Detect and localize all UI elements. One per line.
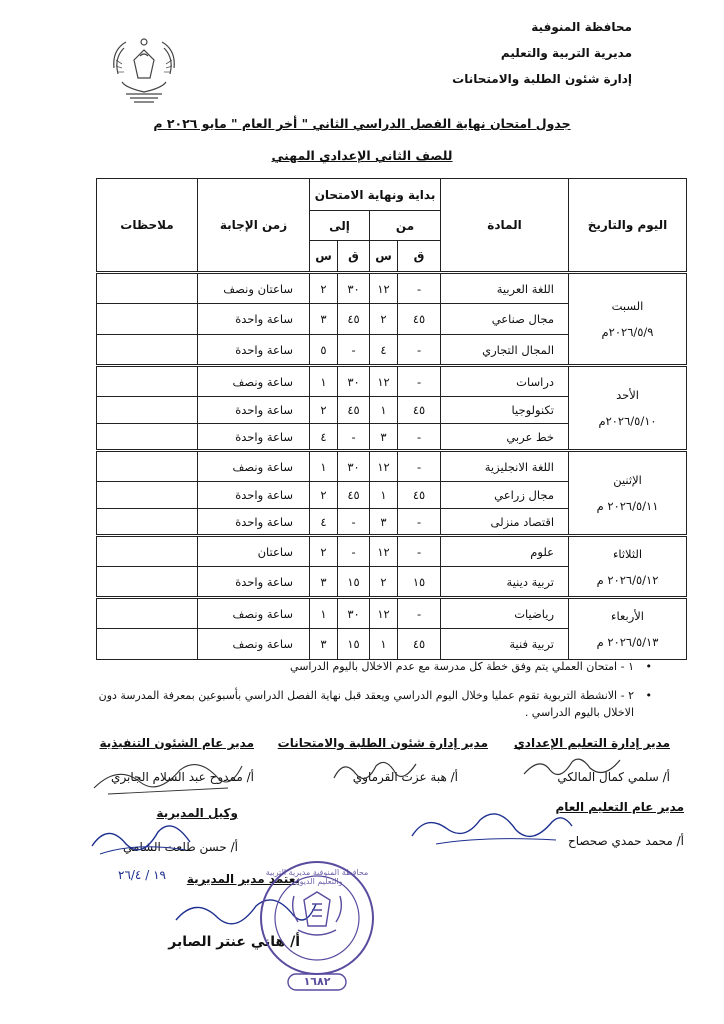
from-minute-cell: ٤٥ <box>398 629 441 660</box>
subject-cell: مجال صناعي <box>441 304 569 335</box>
day-cell <box>569 451 687 536</box>
to-hour-cell: ٢ <box>310 273 338 304</box>
table-row <box>97 536 687 567</box>
from-minute-cell: - <box>398 366 441 397</box>
to-minute-cell: - <box>338 536 370 567</box>
signature-role: مدير إدارة شئون الطلبة والامتحانات <box>277 736 488 750</box>
table-row <box>97 451 687 482</box>
notes-cell <box>97 397 198 424</box>
table-row <box>97 598 687 629</box>
from-hour-cell: ١ <box>370 629 398 660</box>
notes-cell <box>97 335 198 366</box>
subject-cell: خط عربي <box>441 424 569 451</box>
signature-role: مدير إدارة التعليم الإعدادي <box>513 736 670 750</box>
day-cell <box>569 598 687 660</box>
to-hour-cell: ٢ <box>310 397 338 424</box>
duration-cell: ساعة واحدة <box>198 482 310 509</box>
handwritten-signature-1 <box>520 752 630 786</box>
duration-cell: ساعتان ونصف <box>198 273 310 304</box>
day-date: ٢٠٢٦/٥/٩م <box>601 325 654 339</box>
from-minute-cell: - <box>398 598 441 629</box>
day-name: الأربعاء <box>611 609 644 623</box>
header-day: اليوم والتاريخ <box>569 179 687 273</box>
eagle-emblem-icon <box>104 30 184 110</box>
handwritten-signature-5 <box>86 816 196 862</box>
day-date: ٢٠٢٦/٥/١١ م <box>596 499 659 513</box>
day-cell <box>569 366 687 451</box>
subject-cell: اللغة الانجليزية <box>441 451 569 482</box>
header-from: من <box>370 211 441 241</box>
to-hour-cell: ٤ <box>310 424 338 451</box>
notes-cell <box>97 567 198 598</box>
from-hour-cell: ١ <box>370 482 398 509</box>
to-minute-cell: ١٥ <box>338 629 370 660</box>
document-title: جدول امتحان نهاية الفصل الدراسي الثاني " أخر العام " مايو ٢٠٢٦ م <box>153 116 571 131</box>
from-hour-cell: ٢ <box>370 567 398 598</box>
to-minute-cell: ١٥ <box>338 567 370 598</box>
day-date: ٢٠٢٦/٥/١٣ م <box>596 635 659 649</box>
duration-cell: ساعة ونصف <box>198 629 310 660</box>
exam-schedule-table <box>96 178 687 660</box>
subject-cell: تربية دينية <box>441 567 569 598</box>
to-minute-cell: - <box>338 509 370 536</box>
to-hour-cell: ١ <box>310 451 338 482</box>
to-hour-cell: ٢ <box>310 482 338 509</box>
from-hour-cell: ٣ <box>370 509 398 536</box>
subject-cell: دراسات <box>441 366 569 397</box>
notes-cell <box>97 273 198 304</box>
day-date: ٢٠٢٦/٥/١٠م <box>598 414 657 428</box>
header-notes: ملاحظات <box>97 179 198 273</box>
from-hour-cell: ١٢ <box>370 536 398 567</box>
from-minute-cell: ٤٥ <box>398 304 441 335</box>
note-item: • ٢ - الانشطة التربوية تقوم عمليا وخلال اليوم الدراسي ويعقد قبل نهاية الفصل الدراسي بأسبوعين بمعرفة المدرسة دون الاخلال باليوم الدراسي . <box>84 687 652 721</box>
to-minute-cell: ٣٠ <box>338 598 370 629</box>
from-minute-cell: - <box>398 509 441 536</box>
signature-name: أ/ سلمي كمال المالكي <box>557 770 670 784</box>
signature-name: أ/ هاني عنتر الصابر <box>168 934 300 950</box>
from-hour-cell: ١٢ <box>370 366 398 397</box>
notes-cell <box>97 304 198 335</box>
handwritten-signature-2 <box>330 752 420 786</box>
duration-cell: ساعة واحدة <box>198 424 310 451</box>
header-exam-period: بداية ونهاية الامتحان <box>310 179 441 211</box>
day-cell <box>569 536 687 598</box>
document-subtitle: للصف الثاني الإعدادي المهني <box>271 148 453 163</box>
to-hour-cell: ٣ <box>310 629 338 660</box>
subject-cell: علوم <box>441 536 569 567</box>
handwritten-date: ١٩ / ٢٦/٤ <box>118 868 166 882</box>
from-minute-cell: - <box>398 335 441 366</box>
signature-name: أ/ هبة عزت القرماوي <box>352 770 458 784</box>
from-minute-cell: - <box>398 536 441 567</box>
header-from-minute: ق <box>398 241 441 273</box>
from-minute-cell: ١٥ <box>398 567 441 598</box>
to-hour-cell: ٤ <box>310 509 338 536</box>
notes-cell <box>97 482 198 509</box>
duration-cell: ساعة واحدة <box>198 567 310 598</box>
signature-role: مدير عام التعليم العام <box>555 800 684 814</box>
notes-cell <box>97 424 198 451</box>
table-row <box>97 273 687 304</box>
duration-cell: ساعة واحدة <box>198 304 310 335</box>
duration-cell: ساعة واحدة <box>198 509 310 536</box>
notes-cell <box>97 509 198 536</box>
header-duration: زمن الإجابة <box>198 179 310 273</box>
from-hour-cell: ٢ <box>370 304 398 335</box>
to-minute-cell: ٣٠ <box>338 366 370 397</box>
duration-cell: ساعة ونصف <box>198 366 310 397</box>
day-name: الإثنين <box>613 473 642 487</box>
duration-cell: ساعتان <box>198 536 310 567</box>
duration-cell: ساعة واحدة <box>198 397 310 424</box>
day-name: الأحد <box>616 388 639 402</box>
table-row <box>97 366 687 397</box>
to-hour-cell: ٥ <box>310 335 338 366</box>
signature-role: وكيل المديرية <box>156 806 238 820</box>
notes-section <box>84 658 652 721</box>
duration-cell: ساعة ونصف <box>198 598 310 629</box>
directorate-line: مديرية التربية والتعليم <box>500 46 632 60</box>
handwritten-signature-3 <box>88 758 248 798</box>
header-to-hour: س <box>310 241 338 273</box>
department-line: إدارة شئون الطلبة والامتحانات <box>452 72 632 86</box>
from-minute-cell: ٤٥ <box>398 482 441 509</box>
day-name: الثلاثاء <box>612 546 643 561</box>
to-hour-cell: ١ <box>310 598 338 629</box>
from-hour-cell: ١٢ <box>370 273 398 304</box>
notes-cell <box>97 536 198 567</box>
governorate-line: محافظة المنوفية <box>531 20 632 34</box>
to-hour-cell: ٣ <box>310 304 338 335</box>
subject-cell: مجال زراعي <box>441 482 569 509</box>
note-item: • ١ - امتحان العملي يتم وفق خطة كل مدرسة مع عدم الاخلال باليوم الدراسي <box>84 658 652 675</box>
from-minute-cell: - <box>398 424 441 451</box>
to-minute-cell: - <box>338 335 370 366</box>
signature-role: يعتمد مدير المديرية <box>186 872 300 886</box>
subject-cell: رياضيات <box>441 598 569 629</box>
day-date: ٢٠٢٦/٥/١٢ م <box>596 572 659 587</box>
subject-cell: اقتصاد منزلى <box>441 509 569 536</box>
to-minute-cell: ٤٥ <box>338 397 370 424</box>
to-hour-cell: ٢ <box>310 536 338 567</box>
to-minute-cell: - <box>338 424 370 451</box>
header-subject: المادة <box>441 179 569 273</box>
to-hour-cell: ١ <box>310 366 338 397</box>
stamp-number: ١٦٨٢ <box>303 975 331 988</box>
to-minute-cell: ٤٥ <box>338 482 370 509</box>
subject-cell: تكنولوجيا <box>441 397 569 424</box>
from-hour-cell: ١٢ <box>370 451 398 482</box>
stamp-text: محافظة المنوفية مديرية التربية والتعليم الديوان <box>265 868 369 886</box>
from-hour-cell: ١٢ <box>370 598 398 629</box>
duration-cell: ساعة ونصف <box>198 451 310 482</box>
to-minute-cell: ٣٠ <box>338 273 370 304</box>
from-minute-cell: - <box>398 273 441 304</box>
day-cell <box>569 273 687 366</box>
from-hour-cell: ١ <box>370 397 398 424</box>
handwritten-signature-4 <box>406 806 576 850</box>
from-hour-cell: ٤ <box>370 335 398 366</box>
from-minute-cell: - <box>398 451 441 482</box>
header-to-minute: ق <box>338 241 370 273</box>
to-minute-cell: ٤٥ <box>338 304 370 335</box>
signature-role: مدير عام الشئون التنفيذية <box>99 736 254 750</box>
letterhead <box>372 14 632 92</box>
subject-cell: اللغة العربية <box>441 273 569 304</box>
notes-cell <box>97 366 198 397</box>
notes-cell <box>97 629 198 660</box>
signature-name: أ/ محمد حمدي صحصاح <box>567 834 684 848</box>
notes-cell <box>97 598 198 629</box>
day-name: السبت <box>611 299 644 313</box>
subject-cell: تربية فنية <box>441 629 569 660</box>
signature-name: أ/ حسن طلعت الشامي <box>123 840 238 854</box>
header-to: إلى <box>310 211 370 241</box>
header-from-hour: س <box>370 241 398 273</box>
to-minute-cell: ٣٠ <box>338 451 370 482</box>
duration-cell: ساعة واحدة <box>198 335 310 366</box>
to-hour-cell: ٣ <box>310 567 338 598</box>
notes-cell <box>97 451 198 482</box>
subject-cell: المجال التجاري <box>441 335 569 366</box>
from-hour-cell: ٣ <box>370 424 398 451</box>
signature-name: أ/ ممدوح عبد السلام الجابري <box>111 770 254 784</box>
from-minute-cell: ٤٥ <box>398 397 441 424</box>
